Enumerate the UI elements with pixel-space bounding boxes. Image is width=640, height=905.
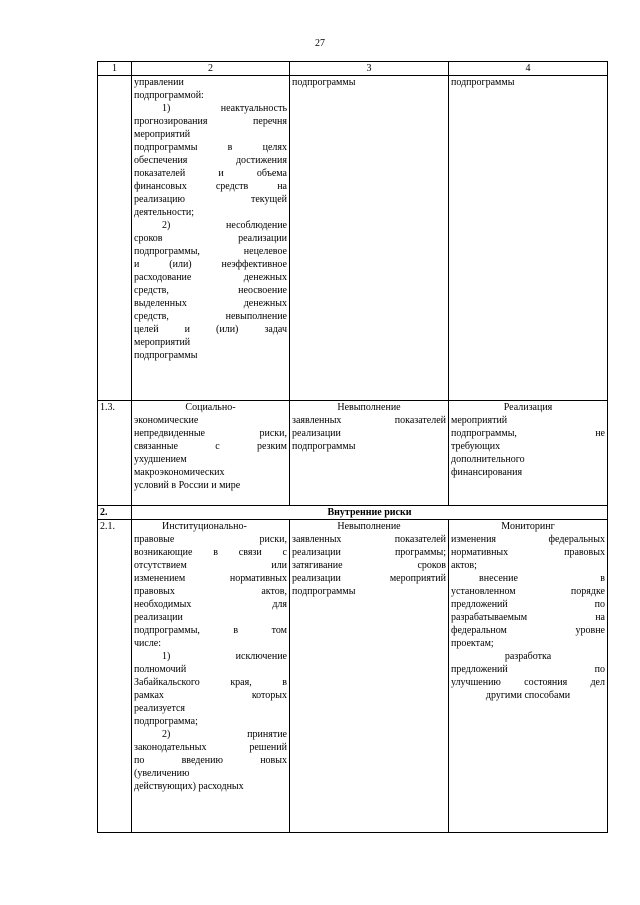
text-line: затягивание сроков [292,560,446,571]
text-line: Мониторинг [501,521,555,532]
header-cell-4: 4 [449,62,608,76]
section-title-cell: Внутренние риски [132,506,608,520]
text-line: условий в России и мире [134,480,241,491]
text-line: Социально- [185,402,236,413]
measures-lines [451,401,605,479]
text-line: подпрограммы в целях [134,142,287,153]
text-line: дополнительного [451,454,525,465]
consequence-cell [290,520,449,833]
risk-description-cell [132,520,290,833]
text-line: отсутствием или [134,560,287,571]
consequence-lines [292,520,446,598]
text-line: прогнозирования перечня [134,116,287,127]
text-line: реализации программы; [292,547,446,558]
measures-lines [451,520,605,702]
text-line: непредвиденные риски, [134,428,287,439]
risk-description-lines [134,520,287,793]
text-line: предложений по [451,664,605,675]
text-line: реализации [292,428,341,439]
header-cell-2: 2 [132,62,290,76]
page-number: 27 [315,38,325,49]
text-line: ухудшением [134,454,187,465]
text-line: изменением нормативных [134,573,287,584]
text-line: заявленных показателей [292,534,446,545]
risk-table [97,61,608,833]
text-line: финансирования [451,467,523,478]
text-line: изменения федеральных [451,534,605,545]
text-line: по введению новых [134,755,287,766]
text-line: подпрограммы [134,350,198,361]
table-row-1-3 [98,401,608,506]
text-line: мероприятий [134,337,191,348]
risk-description-cell [132,76,290,401]
text-line: подпрограммой: [134,90,204,101]
text-line: разработка [504,651,552,662]
risk-description-lines [134,401,287,492]
text-line: деятельности; [134,207,195,218]
header-cell-3: 3 [290,62,449,76]
text-line: управлении [134,77,184,88]
text-line: проектам; [451,638,494,649]
text-line: показателей и объема [134,168,287,179]
consequence-cell [290,76,449,401]
text-line: макроэкономических [134,467,225,478]
text-line: Реализация [503,402,553,413]
text-line: необходимых для [134,599,287,610]
measures-cell [449,520,608,833]
text-line: подпрограммы, не [451,428,605,439]
text-line: требующих [451,441,501,452]
text-line: (увеличению [134,768,190,779]
measures-cell [449,401,608,506]
text-line: нормативных правовых [451,547,605,558]
text-line: разрабатываемым на [451,612,605,623]
text-line: целей и (или) задач [134,324,287,335]
text-line: средств, неосвоение [134,285,287,296]
text-line: экономические [134,415,199,426]
text-line: внесение в [479,573,605,584]
text-line: реализуется [134,703,186,714]
text-line: подпрограммы [292,441,356,452]
risk-description-lines [134,76,287,362]
row-number-cell: 1.3. [98,401,132,506]
text-line: и (или) неэффективное [134,259,287,270]
text-line: актов; [451,560,477,571]
text-line: связанные с резким [134,441,287,452]
consequence-lines [292,401,446,453]
text-line: рамках которых [134,690,287,701]
section-number-cell: 2. [98,506,132,520]
text-line: реализации мероприятий [292,573,446,584]
text-line: установленном порядке [451,586,605,597]
table-header-row [98,62,608,76]
text-line: полномочий [134,664,187,675]
text-line: мероприятий [451,415,508,426]
row-number-cell [98,76,132,401]
text-line: Невыполнение [337,521,401,532]
text-line: Невыполнение [337,402,401,413]
text-line: Институционально- [162,521,247,532]
text-line: средств, невыполнение [134,311,287,322]
text-line: 1) неактуальность [162,103,287,114]
text-line: подпрограммы, нецелевое [134,246,287,257]
text-line: расходование денежных [134,272,287,283]
text-line: правовые риски, [134,534,287,545]
text-line: обеспечения достижения [134,155,287,166]
text-line: 2) принятие [162,729,287,740]
section-header-row [98,506,608,520]
text-line: реализации [134,612,183,623]
measures-cell [449,76,608,401]
consequence-text: подпрограммы [292,77,356,88]
risk-description-cell [132,401,290,506]
text-line: выделенных денежных [134,298,287,309]
text-line: федеральном уровне [451,625,605,636]
text-line: 2) несоблюдение [162,220,287,231]
text-line: улучшению состояния дел [451,677,605,688]
table-row-2-1 [98,520,608,833]
text-line: законодательных решений [134,742,287,753]
text-line: числе: [134,638,162,649]
consequence-cell [290,401,449,506]
header-cell-1: 1 [98,62,132,76]
table-row-continued [98,76,608,401]
text-line: возникающие в связи с [134,547,287,558]
text-line: подпрограмма; [134,716,198,727]
measures-text: подпрограммы [451,77,515,88]
text-line: заявленных показателей [292,415,446,426]
text-line: другими способами [485,690,571,701]
text-line: подпрограммы, в том [134,625,287,636]
text-line: 1) исключение [162,651,287,662]
row-number-cell: 2.1. [98,520,132,833]
text-line: подпрограммы [292,586,356,597]
text-line: сроков реализации [134,233,287,244]
text-line: действующих) расходных [134,781,244,792]
text-line: реализацию текущей [134,194,287,205]
text-line: предложений по [451,599,605,610]
text-line: мероприятий [134,129,191,140]
text-line: Забайкальского края, в [134,677,287,688]
text-line: финансовых средств на [134,181,287,192]
text-line: правовых актов, [134,586,287,597]
